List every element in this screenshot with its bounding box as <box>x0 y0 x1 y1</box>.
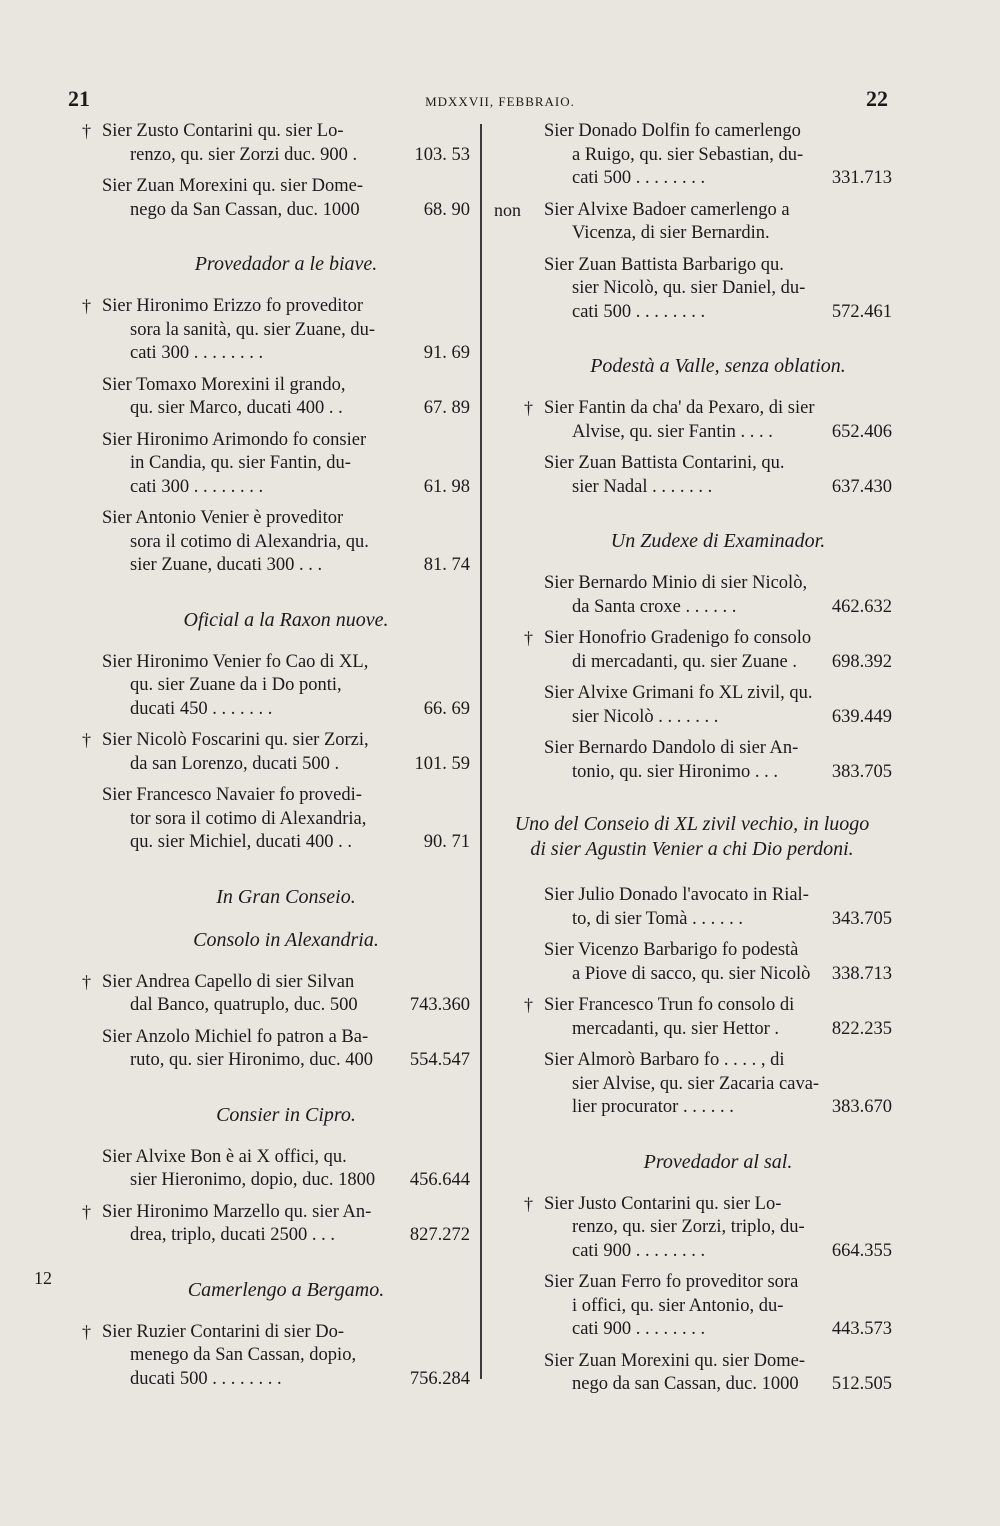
entry-spacer <box>50 499 470 507</box>
entries-block <box>50 295 470 586</box>
entry-line: Sier Vicenzo Barbarigo fo podestà <box>544 940 799 960</box>
dagger-mark: † <box>82 121 91 141</box>
entry-spacer <box>492 986 892 994</box>
vote-amount: 101. 59 <box>414 753 470 774</box>
entry-spacer <box>50 366 470 374</box>
entry-line: sier Nadal . . . . . . . <box>572 476 713 497</box>
vote-amount: 91. 69 <box>423 343 470 363</box>
page-number-right: 22 <box>866 86 888 111</box>
entry-line: da san Lorenzo, ducati 500 . <box>130 753 340 774</box>
ledger-entry <box>492 1350 892 1397</box>
ledger-entry <box>492 1271 892 1342</box>
entries-block <box>50 651 470 863</box>
ledger-entry <box>50 374 470 421</box>
entry-line: di mercadanti, qu. sier Zuane . <box>572 651 797 672</box>
section-heading: Podestà a Valle, senza oblation. <box>590 355 846 377</box>
entry-line: Sier Andrea Capello di sier Silvan <box>102 971 355 992</box>
entry-line: da Santa croxe . . . . . . <box>572 596 737 617</box>
vote-amount: 698.392 <box>831 651 892 672</box>
entry-line: cati 300 . . . . . . . . <box>130 343 264 363</box>
section-heading-line: di sier Agustin Venier a chi Dio perdoni. <box>530 838 854 860</box>
entry-line: mercadanti, qu. sier Hettor . <box>572 1018 780 1039</box>
section-heading-line: Uno del Conseio di XL zivil vechio, in luogo <box>514 813 870 835</box>
entry-line: Sier Alvixe Bon è ai X offici, qu. <box>102 1146 347 1167</box>
entry-line: Alvise, qu. sier Fantin . . . . <box>572 421 773 442</box>
ledger-entry <box>492 994 892 1041</box>
entry-spacer <box>50 1018 470 1026</box>
entry-line: nego da san Cassan, duc. 1000 <box>572 1374 799 1394</box>
ledger-entry <box>50 429 470 500</box>
entry-line: Sier Donado Dolfin fo camerlengo <box>544 121 801 141</box>
dagger-mark: † <box>524 1193 533 1214</box>
entry-line: Sier Hironimo Marzello qu. sier An- <box>102 1201 372 1222</box>
entry-line: sier Hieronimo, dopio, duc. 1800 <box>130 1170 376 1190</box>
entry-line: Sier Hironimo Venier fo Cao di XL, <box>102 651 369 672</box>
entry-spacer <box>492 444 892 452</box>
ledger-entry <box>492 452 892 499</box>
entry-line: Sier Honofrio Gradenigo fo consolo <box>544 628 812 648</box>
section-heading: Un Zudexe di Examinador. <box>610 530 826 552</box>
running-title: MDXXVII, FEBBRAIO. <box>425 94 575 109</box>
vote-amount: 67. 89 <box>423 398 470 418</box>
vote-amount: 827.272 <box>409 1225 470 1245</box>
entries-block <box>492 884 892 1128</box>
entry-line: Sier Alvixe Grimani fo XL zivil, qu. <box>544 683 813 703</box>
entry-line: Sier Anzolo Michiel fo patron a Ba- <box>102 1026 369 1047</box>
entries-block <box>492 120 892 332</box>
entry-line: sier Alvise, qu. sier Zacaria cava- <box>572 1073 820 1094</box>
ledger-entry <box>492 1193 892 1264</box>
vote-amount: 343.705 <box>831 908 892 929</box>
vote-amount: 383.705 <box>831 761 892 782</box>
entries-block <box>492 572 892 792</box>
entry-line: cati 900 . . . . . . . . <box>572 1319 706 1339</box>
entry-line: Sier Fantin da cha' da Pexaro, di sier <box>544 398 815 418</box>
entry-spacer <box>492 784 892 792</box>
entry-line: Sier Zusto Contarini qu. sier Lo- <box>102 121 344 141</box>
entry-line: in Candia, qu. sier Fantin, du- <box>130 453 351 473</box>
entry-line: sora il cotimo di Alexandria, qu. <box>130 531 369 552</box>
entries-block <box>492 1193 892 1405</box>
section-heading: Consier in Cipro. <box>216 1103 356 1126</box>
ledger-entry <box>50 784 470 855</box>
section-heading: Consolo in Alexandria. <box>193 928 379 951</box>
entry-spacer <box>50 578 470 586</box>
ledger-entry <box>492 397 892 444</box>
ledger-entry <box>492 884 892 931</box>
entry-line: ducati 500 . . . . . . . . <box>130 1368 282 1389</box>
entry-line: tonio, qu. sier Hironimo . . . <box>572 761 779 782</box>
vote-amount: 756.284 <box>409 1368 470 1389</box>
entry-line: a Piove di sacco, qu. sier Nicolò <box>572 963 811 984</box>
entry-spacer <box>50 222 470 230</box>
section-heading: In Gran Conseio. <box>216 885 356 908</box>
entry-line: lier procurator . . . . . . <box>572 1097 734 1117</box>
entry-spacer <box>50 1248 470 1256</box>
ledger-entry <box>50 120 470 167</box>
dagger-mark: † <box>524 995 533 1015</box>
dagger-mark: † <box>82 730 91 750</box>
column-divider <box>480 124 482 1379</box>
ledger-entry <box>492 572 892 619</box>
right-column <box>492 120 892 1405</box>
vote-amount: 103. 53 <box>414 144 470 165</box>
entry-line: Sier Ruzier Contarini di sier Do- <box>102 1321 344 1342</box>
entry-line: Sier Hironimo Arimondo fo consier <box>102 429 367 450</box>
entry-line: Sier Nicolò Foscarini qu. sier Zorzi, <box>102 730 369 750</box>
dagger-mark: † <box>82 296 91 316</box>
vote-amount: 572.461 <box>831 301 892 322</box>
entry-line: qu. sier Marco, ducati 400 . . <box>130 398 343 418</box>
entry-spacer <box>50 855 470 863</box>
ledger-entry <box>50 507 470 578</box>
vote-amount: 66. 69 <box>423 698 470 719</box>
dagger-mark: † <box>524 398 533 418</box>
vote-amount: 81. 74 <box>423 555 470 575</box>
entry-spacer <box>50 1391 470 1399</box>
entry-line: Sier Bernardo Dandolo di sier An- <box>544 738 799 758</box>
ledger-entry <box>492 737 892 784</box>
ledger-entry <box>50 729 470 776</box>
vote-amount: 637.430 <box>831 476 892 497</box>
entry-line: cati 500 . . . . . . . . <box>572 168 706 188</box>
entries-block <box>50 120 470 230</box>
dagger-mark: † <box>82 971 91 992</box>
entry-line: sier Nicolò . . . . . . . <box>572 706 719 727</box>
entries-block <box>492 397 892 507</box>
ledger-entry <box>50 1026 470 1073</box>
vote-amount: 652.406 <box>831 421 892 442</box>
ledger-entry <box>50 1146 470 1193</box>
ledger-entry <box>492 199 892 246</box>
ledger-entry <box>492 939 892 986</box>
entry-line: Sier Almorò Barbaro fo . . . . , di <box>544 1050 785 1070</box>
section-heading <box>492 812 892 862</box>
entry-spacer <box>492 324 892 332</box>
entry-line: cati 500 . . . . . . . . <box>572 301 706 322</box>
entry-line: to, di sier Tomà . . . . . . <box>572 908 744 929</box>
entry-prefix: non <box>494 199 521 220</box>
entry-spacer <box>492 931 892 939</box>
entry-spacer <box>492 674 892 682</box>
entry-line: Sier Antonio Venier è proveditor <box>102 508 344 528</box>
entry-line: qu. sier Michiel, ducati 400 . . <box>130 832 352 852</box>
vote-amount: 331.713 <box>831 168 892 188</box>
entry-line: Sier Zuan Morexini qu. sier Dome- <box>102 176 363 196</box>
entry-spacer <box>492 729 892 737</box>
entry-line: Sier Zuan Battista Barbarigo qu. <box>544 254 784 275</box>
vote-amount: 554.547 <box>409 1050 470 1070</box>
entry-line: cati 300 . . . . . . . . <box>130 476 264 497</box>
vote-amount: 61. 98 <box>423 476 470 497</box>
entry-spacer <box>492 191 892 199</box>
entry-spacer <box>50 776 470 784</box>
entry-spacer <box>50 1193 470 1201</box>
vote-amount: 639.449 <box>831 706 892 727</box>
entry-line: sora la sanità, qu. sier Zuane, du- <box>130 319 376 340</box>
entries-block <box>50 971 470 1081</box>
ledger-entry <box>492 1049 892 1120</box>
section-heading: Oficial a la Raxon nuove. <box>183 608 389 631</box>
entry-line: Sier Justo Contarini qu. sier Lo- <box>544 1193 782 1214</box>
section-heading: Camerlengo a Bergamo. <box>187 1278 385 1301</box>
entry-line: Sier Tomaxo Morexini il grando, <box>102 374 346 395</box>
vote-amount: 68. 90 <box>423 199 470 220</box>
ledger-entry <box>50 295 470 366</box>
entry-line: cati 900 . . . . . . . . <box>572 1240 706 1261</box>
entry-line: Vicenza, di sier Bernardin. <box>572 223 770 243</box>
entry-line: qu. sier Zuane da i Do ponti, <box>130 675 342 695</box>
ledger-entry <box>492 627 892 674</box>
dagger-mark: † <box>82 1201 91 1222</box>
ledger-entry <box>50 1321 470 1392</box>
entry-line: renzo, qu. sier Zorzi, triplo, du- <box>572 1217 805 1237</box>
dagger-mark: † <box>82 1321 91 1342</box>
ledger-entry <box>492 682 892 729</box>
entry-line: nego da San Cassan, duc. 1000 <box>130 199 360 220</box>
entry-line: i offici, qu. sier Antonio, du- <box>572 1295 784 1316</box>
vote-amount: 512.505 <box>831 1374 892 1394</box>
entry-line: tor sora il cotimo di Alexandria, <box>130 808 367 829</box>
entry-spacer <box>492 1397 892 1405</box>
entry-line: sier Nicolò, qu. sier Daniel, du- <box>572 278 806 298</box>
entry-spacer <box>492 1041 892 1049</box>
entry-spacer <box>50 721 470 729</box>
margin-number: 12 <box>34 1268 52 1288</box>
entry-spacer <box>492 1120 892 1128</box>
entry-line: Sier Francesco Trun fo consolo di <box>544 995 795 1015</box>
entries-block <box>50 1321 470 1400</box>
entry-line: Sier Alvixe Badoer camerlengo a <box>544 199 790 220</box>
ledger-entry <box>50 1201 470 1248</box>
entry-line: a Ruigo, qu. sier Sebastian, du- <box>572 144 804 165</box>
section-heading: Provedador a le biave. <box>194 253 378 275</box>
entry-line: renzo, qu. sier Zorzi duc. 900 . <box>130 144 358 165</box>
entry-spacer <box>492 619 892 627</box>
entries-block <box>50 1146 470 1256</box>
entry-line: Sier Hironimo Erizzo fo proveditor <box>102 296 363 316</box>
dagger-mark: † <box>524 628 533 648</box>
entry-spacer <box>50 421 470 429</box>
vote-amount: 743.360 <box>409 995 470 1015</box>
entry-line: sier Zuane, ducati 300 . . . <box>130 555 323 575</box>
vote-amount: 90. 71 <box>423 832 470 852</box>
vote-amount: 664.355 <box>831 1240 892 1261</box>
ledger-entry <box>50 175 470 222</box>
entry-spacer <box>50 1073 470 1081</box>
section-heading: Provedador al sal. <box>643 1150 793 1173</box>
vote-amount: 462.632 <box>831 596 892 617</box>
entry-line: Sier Zuan Morexini qu. sier Dome- <box>544 1350 805 1371</box>
vote-amount: 443.573 <box>831 1319 892 1339</box>
vote-amount: 822.235 <box>831 1018 892 1039</box>
entry-spacer <box>492 1263 892 1271</box>
entry-line: Sier Julio Donado l'avocato in Rial- <box>544 885 809 905</box>
entry-line: Sier Bernardo Minio di sier Nicolò, <box>544 573 808 593</box>
entry-line: Sier Francesco Navaier fo provedi- <box>102 785 362 805</box>
vote-amount: 456.644 <box>409 1170 470 1190</box>
entry-line: ducati 450 . . . . . . . <box>130 698 273 719</box>
entry-spacer <box>492 499 892 507</box>
vote-amount: 383.670 <box>831 1097 892 1117</box>
entry-spacer <box>492 1342 892 1350</box>
ledger-entry <box>50 971 470 1018</box>
entry-line: dal Banco, quatruplo, duc. 500 <box>130 995 358 1015</box>
entry-line: drea, triplo, ducati 2500 . . . <box>130 1225 335 1245</box>
page-number-left: 21 <box>68 86 90 111</box>
ledger-entry <box>492 254 892 325</box>
ledger-entry <box>492 120 892 191</box>
entry-line: Sier Zuan Battista Contarini, qu. <box>544 453 785 473</box>
left-column <box>50 120 470 1399</box>
entry-spacer <box>492 246 892 254</box>
ledger-entry <box>50 651 470 722</box>
vote-amount: 338.713 <box>831 963 892 984</box>
entry-line: ruto, qu. sier Hironimo, duc. 400 <box>130 1050 374 1070</box>
entry-line: Sier Zuan Ferro fo proveditor sora <box>544 1272 799 1292</box>
entry-line: menego da San Cassan, dopio, <box>130 1345 357 1365</box>
entry-spacer <box>50 167 470 175</box>
